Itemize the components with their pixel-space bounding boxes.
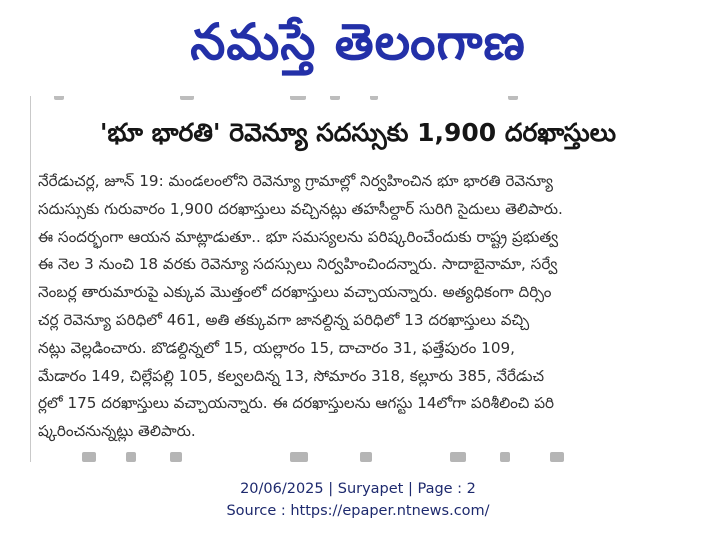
article-body: [38, 168, 678, 446]
body-line: మేడారం 149, చిల్లేపల్లి 105, కల్వలదిన్న 13, సోమారం 318, కల్లూరు 385, నేరేడుచ: [38, 366, 545, 385]
body-line: నేరేడుచర్ల, జూన్ 19: మండలంలోని రెవెన్యూ గ్రామాల్లో నిర్వహించిన భూ భారతి రెవెన్యూ: [38, 172, 553, 190]
body-line: నెంబర్ల తారుమారుపై ఎక్కువ మొత్తంలో దరఖాస్తులు వచ్చాయన్నారు. అత్యధికంగా దిర్సిం: [38, 283, 552, 302]
article-clipping: [30, 96, 686, 462]
body-line: నట్లు వెల్లడించారు. బొడల్దిన్నలో 15, యల్లారం 15, దాచారం 31, ఫత్తేపురం 109,: [38, 338, 515, 357]
article-headline: 'భూ భారతి' రెవెన్యూ సదస్సుకు 1,900 దరఖాస్తులు: [99, 118, 617, 147]
cropped-text-above: [30, 96, 686, 104]
clipping-footer: [0, 478, 716, 522]
newspaper-masthead: నమస్తే తెలంగాణ: [190, 13, 526, 71]
body-line: ఈ నెల 3 నుంచి 18 వరకు రెవెన్యూ సదస్సులు నిర్వహించిందన్నారు. సాదాబైనామా, సర్వే: [38, 255, 558, 274]
body-line: ర్లలో 175 దరఖాస్తులు వచ్చాయన్నారు. ఈ దరఖాస్తులను ఆగస్టు 14లోగా పరిశీలించి పరి: [38, 394, 555, 413]
body-line: ఈ సందర్భంగా ఆయన మాట్లాడుతూ.. భూ సమస్యలను పరిష్కరించేందుకు రాష్ట్ర ప్రభుత్వ: [38, 227, 559, 246]
dateline-text: 20/06/2025 | Suryapet | Page : 2: [240, 481, 476, 497]
source-text: Source : https://epaper.ntnews.com/: [226, 503, 490, 519]
body-line: సదుస్సుకు గురువారం 1,900 దరఖాస్తులు వచ్చినట్లు తహసీల్దార్ సురిగి సైదులు తెలిపారు.: [38, 199, 563, 218]
cropped-text-below: [30, 452, 686, 462]
body-line: చర్ల రెవెన్యూ పరిధిలో 461, అతి తక్కువగా జానల్దిన్న పరిధిలో 13 దరఖాస్తులు వచ్చి: [38, 310, 530, 329]
body-line: ష్కరించనున్నట్లు తెలిపారు.: [38, 422, 196, 441]
